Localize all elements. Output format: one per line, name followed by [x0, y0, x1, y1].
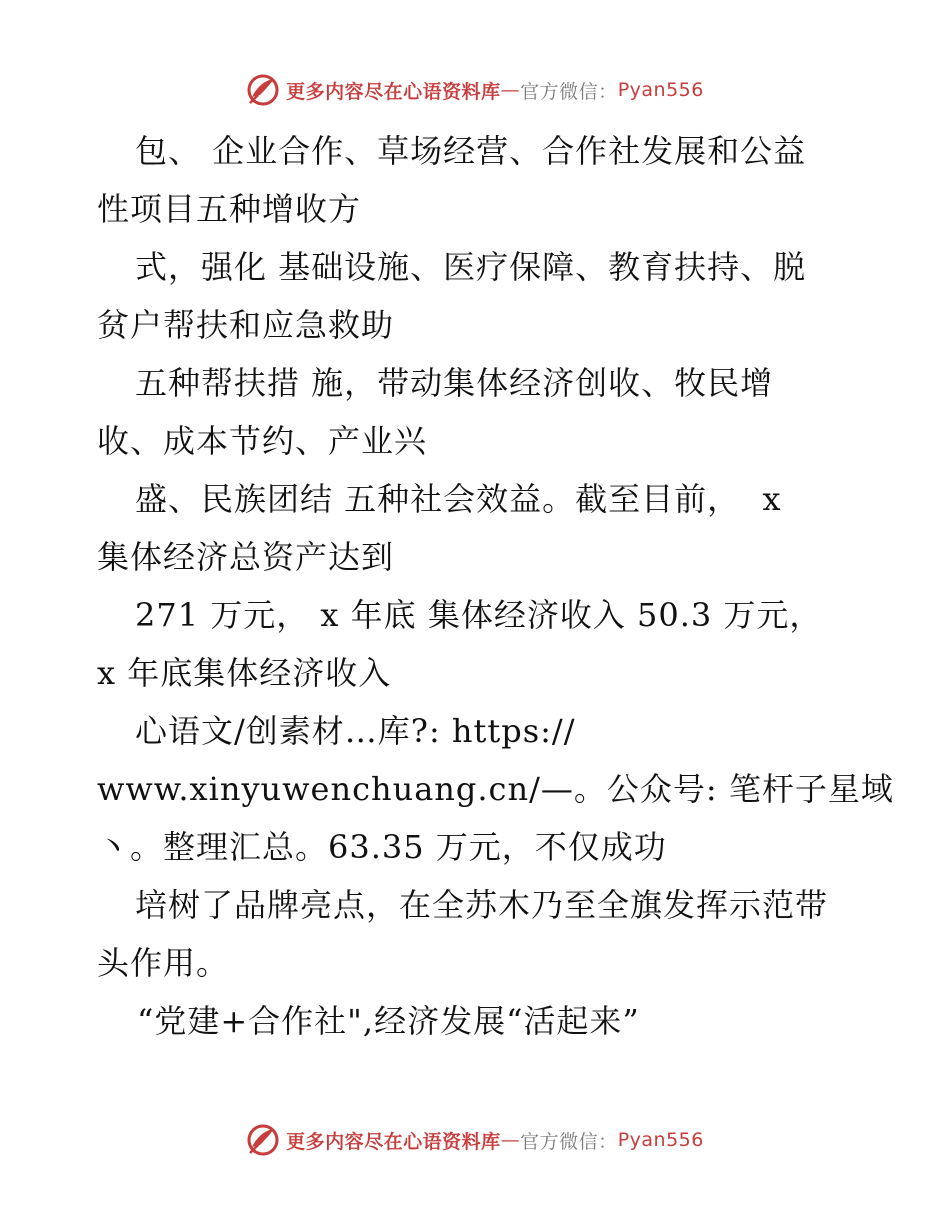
text-line: 盛、民族团结 五种社会效益。截至目前， x: [135, 480, 782, 518]
watermark-separator: —: [500, 79, 521, 101]
text-line: 式，强化 基础设施、医疗保障、教育扶持、脱: [135, 248, 807, 286]
watermark-wechat-label: 官方微信：: [520, 80, 618, 103]
watermark-brand: 更多内容尽在心语资料库: [286, 1130, 501, 1153]
watermark-separator: —: [500, 1129, 521, 1151]
text-line: 贫户帮扶和应急救助: [97, 306, 395, 344]
text-line: 丶。整理汇总。63.35 万元，不仅成功: [97, 828, 667, 866]
text-line: 包、 企业合作、草场经营、合作社发展和公益: [135, 132, 807, 170]
text-line: 收、成本节约、产业兴: [97, 422, 428, 460]
section-heading: “党建+合作社",经济发展“活起来”: [137, 1002, 640, 1040]
header-watermark: [0, 70, 950, 110]
text-line: 心语文/创素材…库?: https://: [135, 712, 576, 750]
watermark-wechat-id: Pyan556: [617, 1129, 704, 1151]
text-line: x 年底集体经济收入: [97, 654, 392, 692]
text-line: 性项目五种增收方: [97, 190, 362, 228]
footer-watermark: [0, 1120, 950, 1160]
text-line: 五种帮扶措 施，带动集体经济创收、牧民增: [135, 364, 774, 402]
text-line: 集体经济总资产达到: [97, 538, 395, 576]
pen-logo-icon: [246, 1123, 280, 1157]
text-line: www.xinyuwenchuang.cn/—。公众号: 笔杆子星域: [97, 770, 894, 808]
text-line: 头作用。: [97, 944, 230, 982]
watermark-wechat-id: Pyan556: [617, 79, 704, 101]
text-line: 培树了品牌亮点，在全苏木乃至全旗发挥示范带: [135, 886, 829, 924]
pen-logo-icon: [246, 73, 280, 107]
watermark-wechat-label: 官方微信：: [520, 1130, 618, 1153]
watermark-brand: 更多内容尽在心语资料库: [286, 80, 501, 103]
text-line: 271 万元， x 年底 集体经济收入 50.3 万元，: [135, 596, 823, 634]
document-body: [97, 122, 894, 1050]
